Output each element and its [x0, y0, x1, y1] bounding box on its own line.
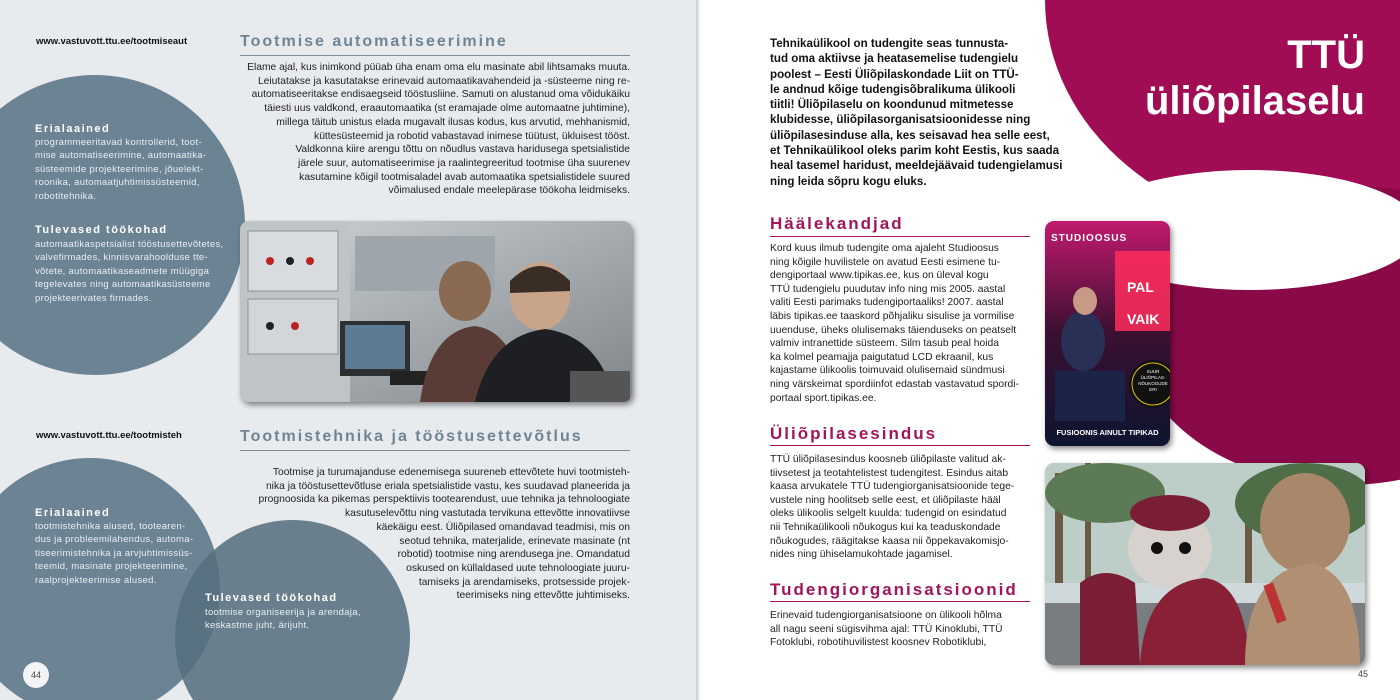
organisatsioonid-body: Erinevaid tudengiorganisatsioone on ülikooli hõlma all nagu seeni sügisvihma ajal: TTÜ Kinoklubi, TTÜ Fotoklubi, robotihuvilistest koosnev Robotiklubi, [770, 610, 1003, 649]
magazine-sign-text: PAL VAIK [1127, 279, 1160, 327]
magazine-cover-photo [1045, 221, 1170, 446]
section1-rule [240, 55, 630, 56]
organisatsioonid-rule [770, 601, 1030, 602]
section2-erialaained-list: tootmistehnika alused, tootearen- dus ja probleemilahendus, automa- tiseerimistehnika ja arvjuhtimissüs- teemid, masinate projekteerimine, raalprojekteerimise alused. [35, 521, 194, 586]
page-number-left: 44 [23, 662, 49, 688]
esindus-title: Üliõpilasesindus [770, 424, 938, 443]
right-page [700, 0, 1400, 700]
section1-erialaained-title: Erialaained [35, 123, 111, 135]
section1-erialaained-list: programmeeritavad kontrollerid, toot- mise automatiseerimine, automaatika- süsteemide projekteerimine, jõuelekt- roonika, automaatjuhtimissüsteemid, robotitehnika. [35, 137, 207, 202]
section1-url[interactable]: www.vastuvott.ttu.ee/tootmiseaut [36, 36, 188, 47]
esindus-body: TTÜ üliõpilasesindus koosneb üliõpilaste valitud ak- tiivsetest ja teotahtelistest tudengitest. Esindus aitab kaasa arvukatele TTÜ tudengiorganisatsioonide tege- vustele ning hoolitseb selle eest, et üliõpilaste hääl oleks ülikoolis selgelt kuulda: tudengid on esindatud nii Tehnikaülikooli nõukogus kui ka teaduskondade nõukogudes, räägitakse kaasa nii õppekavakomisjo- nides ning ühiselamukohtade jagamisel. [770, 454, 1015, 561]
section2-rule [240, 450, 630, 451]
halekandjad-body: Kord kuus ilmub tudengite oma ajaleht Studioosus ning kõigile huvilistele on avatud Eesti esimene tu- dengiportaal www.tipikas.ee, kus on üleval kogu TTÜ tudengielu puudutav info ning mis 2005. aastal valiti Eesti parimaks tudengiportaaliks! 2007. aastal läbis tipikas.ee taaskord põhjaliku sisulise ja vormilise uuenduse, üheks olulisemaks täienduseks on peatselt valmiv intranettide süsteem. Silm tasub peal hoida ka kolmel peamajja paigutatud LCD ekraanil, kus kajastame ülikoolis toimuvaid olulisemaid sündmusi ning värskeimat spordiinfot edastab vastavatud spordi- portaal sport.tipikas.ee. [770, 243, 1019, 404]
halekandjad-title: Häälekandjad [770, 214, 904, 233]
lab-photo [240, 221, 632, 402]
section2-body: Tootmise ja turumajanduse edenemisega suureneb ettevõtete huvi tootmisteh- nika ja tööstusettevõtluse eriala spetsialistide vastu, kes suudavad planeerida ja prognoosida ka pikemas perspektiivis tootearendust, uue tehnika ja tehnoloogiate kasutuselevõttu ning vastutada tervikuna ettevõtte innovatiivse käekäigu eest. Üliõpilased omandavad teadmisi, mis on seotud tehnika, materjalide, erinevate masinate (nt robotid) tootmise ning arendusega jne. Omandatud oskused on küllaldased uute tehnoloogiate juuru- tamiseks ja arendamiseks, protsesside projek- teerimiseks ning ettevõtte juhtimiseks. [258, 467, 630, 602]
organisatsioonid-title: Tudengiorganisatsioonid [770, 580, 1018, 599]
halekandjad-rule [770, 236, 1030, 237]
section2-title: Tootmistehnika ja tööstusettevõtlus [240, 428, 583, 445]
esindus-rule [770, 445, 1030, 446]
section1-tulevased-title: Tulevased töökohad [35, 224, 168, 236]
magazine-masthead: STUDIOOSUS [1051, 233, 1128, 244]
section1-tulevased-list: automaatikaspetsialist tööstusettevõtetes, valvefirmades, kinnisvarahoolduse tte- võtete, automaatikaseadmete müügiga tegelevates ning automaatikasüsteeme projekteerivates firmades. [35, 239, 224, 304]
page-number-right: 45 [1358, 669, 1369, 679]
section2-tulevased-list: tootmise organiseerija ja arendaja, keskastme juht, ärijuht. [205, 607, 361, 632]
intro-paragraph: Tehnikaülikool on tudengite seas tunnusta- tud oma aktiivse ja heatasemelise tudengielu poolest – Eesti Üliõpilaskondade Liit on TTÜ- le andnud kõige tudengisõbralikuma ülikooli tiitli! Üliõpilaselu on koondunud mitmetesse klubidesse, üliõpilasorganisatsioonidesse ning üliõpilasesinduse alla, kes seisavad hea selle eest, et Tehnikaülikool oleks parim koht Eestis, kus saada heal tasemel haridust, meeldejäävaid tudengielamusi ning leida sõpru kogu eluks. [770, 37, 1063, 188]
lab-photo-illustration [240, 221, 632, 402]
page-title: TTÜ üliõpilaselu [1144, 33, 1365, 123]
section2-erialaained-title: Erialaained [35, 507, 111, 519]
magazine-badge: SUUR ÜLIÕPILAS- NÕUKOGUDE ERI [1138, 369, 1168, 392]
mascot-statue-illustration [1045, 463, 1365, 665]
section2-url[interactable]: www.vastuvott.ttu.ee/tootmisteh [36, 430, 182, 441]
section1-body: Elame ajal, kus inimkond püüab üha enam oma elu masinate abil lihtsamaks muuta. Leiutatakse ja kasutatakse erinevaid automaatikavahendeid ja -süsteeme ning re- automatiseeritakse endisaegseid tööstusliine. Samuti on alustanud oma võidukäiku täiesti uus valdkond, eraautomaatika (st eramajade olme automaatne juhtimine), millega täitub unistus elada mugavalt ilusas kodus, kus arvutid, mehhanismid, küttesüsteemid ja robotid vabastavad inimese tüütust, ükluisest tööst. Valdkonna kiire arengu tõttu on nõudlus vastava haridusega spetsialistide järele suur, automatiseerimise ja raalintegreeritud tootmise üha suurenev kasutamine kõigil tootmisaladel avab automaatika spetsialistidele suured võimalused endale meelepärase töökoha leidmiseks. [247, 62, 630, 197]
mascot-statue-photo [1045, 463, 1365, 665]
section1-title: Tootmise automatiseerimine [240, 33, 508, 50]
section2-tulevased-title: Tulevased töökohad [205, 592, 338, 604]
magazine-footer: FUSIOONIS AINULT TIPIKAD [1056, 428, 1159, 437]
